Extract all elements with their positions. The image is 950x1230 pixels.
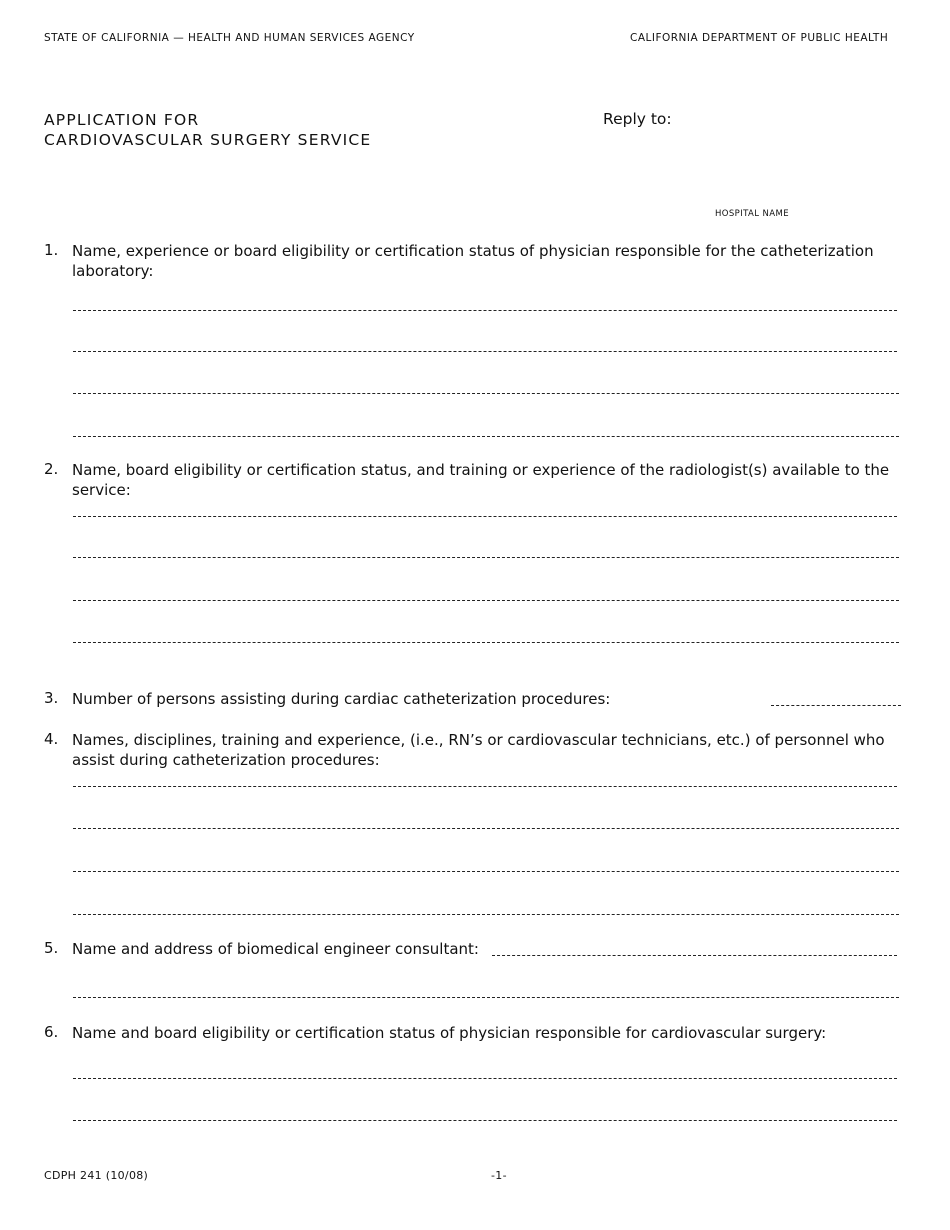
reply-to-label: Reply to: [603,110,672,128]
answer-line-q3[interactable] [771,705,901,706]
answer-line-q1-1[interactable] [73,310,897,311]
answer-line-q4-2[interactable] [73,828,899,829]
form-code: CDPH 241 (10/08) [44,1169,149,1182]
answer-line-q5-2[interactable] [73,997,899,998]
department-header: CALIFORNIA DEPARTMENT OF PUBLIC HEALTH [630,32,889,44]
agency-header: STATE OF CALIFORNIA — HEALTH AND HUMAN SERVICES AGENCY [44,32,415,44]
answer-line-q1-3[interactable] [73,393,899,394]
page-number: -1- [491,1169,507,1182]
answer-line-q4-1[interactable] [73,786,897,787]
answer-line-q6-1[interactable] [73,1078,897,1079]
answer-line-q4-4[interactable] [73,914,899,915]
question-6-text: Name and board eligibility or certification status of physician responsible for cardiovascular surgery: [72,1024,827,1042]
question-6-number: 6. [44,1023,59,1041]
hospital-name-label: HOSPITAL NAME [715,209,789,219]
answer-line-q2-2[interactable] [73,557,899,558]
form-title-line1: APPLICATION FOR [44,111,200,129]
answer-line-q2-1[interactable] [73,516,897,517]
question-1-text: Name, experience or board eligibility or certification status of physician responsible for the catheterization laboratory: [72,242,874,280]
question-2-text: Name, board eligibility or certification status, and training or experience of the radiologist(s) available to the service: [72,461,890,499]
form-title [44,110,371,150]
question-5-text: Name and address of biomedical engineer consultant: [72,940,479,958]
answer-line-q6-2[interactable] [73,1120,897,1121]
answer-line-q1-4[interactable] [73,436,899,437]
question-3-text: Number of persons assisting during cardiac catheterization procedures: [72,690,611,708]
question-5-number: 5. [44,939,59,957]
answer-line-q5-1[interactable] [492,955,897,956]
question-4-text: Names, disciplines, training and experience, (i.e., RN’s or cardiovascular technicians, etc.) of personnel who assist during catheterization procedures: [72,731,885,769]
question-1-number: 1. [44,241,59,259]
question-4-number: 4. [44,730,59,748]
answer-line-q2-4[interactable] [73,642,899,643]
answer-line-q4-3[interactable] [73,871,899,872]
answer-line-q2-3[interactable] [73,600,899,601]
answer-line-q1-2[interactable] [73,351,897,352]
question-2-number: 2. [44,460,59,478]
question-3-number: 3. [44,689,59,707]
form-title-line2: CARDIOVASCULAR SURGERY SERVICE [44,131,372,149]
